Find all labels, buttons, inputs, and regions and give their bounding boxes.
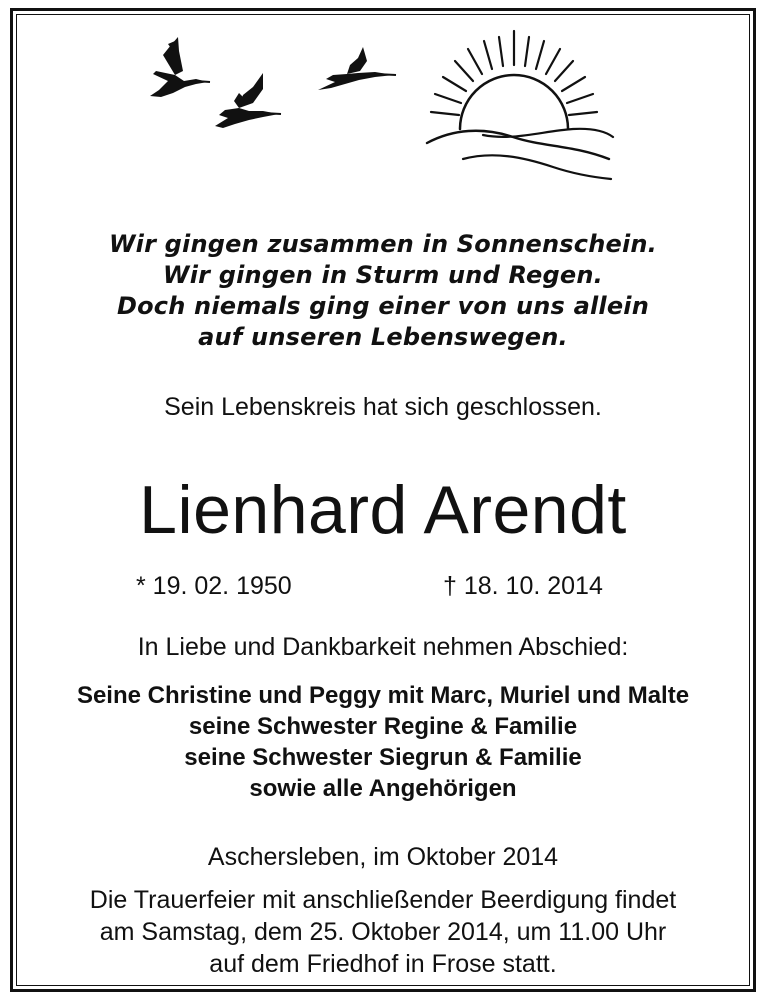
mourner-line: seine Schwester Regine & Familie <box>188 713 578 740</box>
header-illustration <box>13 11 753 211</box>
mourner-line: Seine Christine und Peggy mit Marc, Muriel und Malte <box>76 682 690 709</box>
poem-line: auf unseren Lebenswegen. <box>198 323 568 351</box>
poem-line: Doch niemals ging einer von uns allein <box>116 292 650 320</box>
farewell-line: In Liebe und Dankbarkeit nehmen Abschied: <box>137 633 629 661</box>
poem-line: Wir gingen in Sturm und Regen. <box>163 261 603 289</box>
poem-line: Wir gingen zusammen in Sonnenschein. <box>108 230 658 258</box>
flying-bird-icon <box>215 73 281 128</box>
deceased-name: Lienhard Arendt <box>139 472 627 548</box>
flying-bird-icon <box>150 37 210 97</box>
flying-bird-icon <box>318 47 396 90</box>
mourners-list <box>13 680 753 804</box>
ceremony-info <box>13 884 753 980</box>
notice-frame <box>10 8 756 992</box>
birth-date: * 19. 02. 1950 <box>136 572 292 600</box>
ceremony-line: am Samstag, dem 25. Oktober 2014, um 11.00 Uhr <box>99 918 667 946</box>
poem <box>13 229 753 353</box>
mourner-line: seine Schwester Siegrun & Familie <box>184 744 582 771</box>
death-date: † 18. 10. 2014 <box>443 572 603 600</box>
subtitle: Sein Lebenskreis hat sich geschlossen. <box>164 393 602 421</box>
mourner-line: sowie alle Angehörigen <box>249 775 517 802</box>
sunset-icon <box>427 31 613 179</box>
place-date: Aschersleben, im Oktober 2014 <box>207 843 559 871</box>
ceremony-line: auf dem Friedhof in Frose statt. <box>209 950 557 978</box>
ceremony-line: Die Trauerfeier mit anschließender Beerdigung findet <box>89 886 677 914</box>
